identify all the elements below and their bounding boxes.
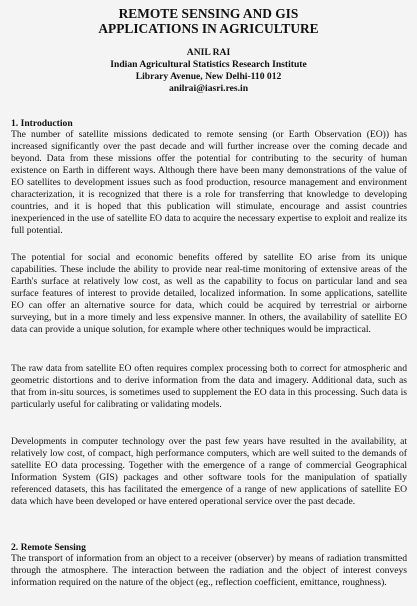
paper-title-line-1: REMOTE SENSING AND GIS (118, 6, 299, 21)
section-1-heading: 1. Introduction (11, 118, 73, 129)
author-address: Library Avenue, New Delhi-110 012 (135, 71, 282, 82)
author-email: anilrai@iasri.res.in (168, 83, 249, 94)
intro-paragraph-2: The potential for social and economic benefits offered by satellite EO arise from its unique capabilities. These include the ability to provide near real-time monitoring of extensive areas of the Earth's surface at relatively low cost, as well as the capability to focus on particular land and sea surface features of interest to provide detailed, localized information. In some applications, satellite EO can offer an alternative source for data, which could be acquired by terrestrial or airborne surveying, but in a more timely and less expensive manner. In others, the availability of satellite EO data can provide a unique solution, for example where other techniques would be impractical. (11, 252, 407, 336)
author-affiliation: Indian Agricultural Statistics Research Institute (110, 59, 307, 70)
intro-paragraph-3: The raw data from satellite EO often requires complex processing both to correct for atmospheric and geometric distortions and to derive information from the data and imagery. Additional data, such as that from in-situ sources, is sometimes used to supplement the EO data in this processing. Such data is particularly useful for calibrating or validating models. (11, 363, 407, 411)
paper-title-line-2: APPLICATIONS IN AGRICULTURE (98, 21, 319, 36)
intro-paragraph-1: The number of satellite missions dedicated to remote sensing (or Earth Observation (EO)) has increased significantly over the past decade and will further increase over the coming decade and beyond. Data from these missions offer the potential for contributing to the security of human existence on Earth in different ways. Although there have been many demonstrations of the value of EO satellites to development issues such as food production, resource management and environment characterization, it is recognized that there is a role for transferring that knowledge to developing countries, and it is hoped that this publication will stimulate, encourage and assist countries inexperienced in the use of satellite EO data to acquire the necessary expertise to exploit and realize its full potential. (11, 129, 407, 237)
remote-sensing-paragraph-1: The transport of information from an object to a receiver (observer) by means of radiation transmitted through the atmosphere. The interaction between the radiation and the object of interest conveys information required on the nature of the object (eg., reflection coefficient, emittance, roughness). (11, 553, 407, 589)
section-2-heading: 2. Remote Sensing (11, 542, 86, 553)
intro-paragraph-4: Developments in computer technology over the past few years have resulted in the availability, at relatively low cost, of compact, high performance computers, which are well suited to the demands of satellite EO data processing. Together with the emergence of a range of commercial Geographical Information System (GIS) packages and other software tools for the manipulation of spatially referenced datasets, this has facilitated the emergence of a range of new applications of satellite EO data which have been developed or have entered operational service over the past decade. (11, 436, 407, 508)
author-name: ANIL RAI (186, 47, 231, 58)
